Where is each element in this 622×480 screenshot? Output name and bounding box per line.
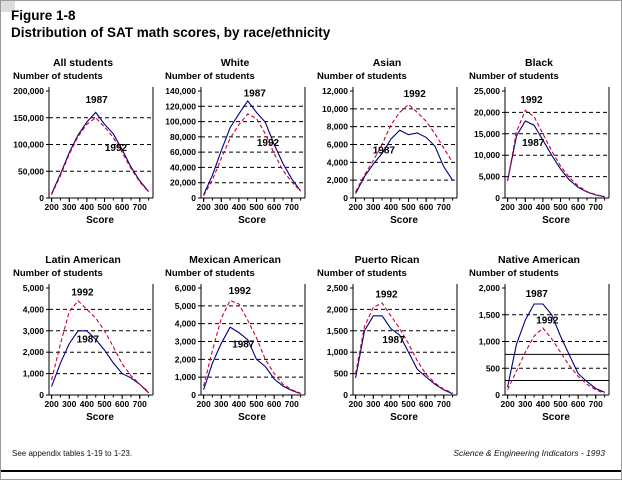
y-axis-title: Number of students (317, 268, 407, 279)
plot-area (7, 280, 159, 410)
series-label-1992: 1992 (536, 315, 559, 327)
svg-text:400: 400 (79, 399, 94, 409)
series-label-1992: 1992 (375, 289, 398, 301)
svg-text:200: 200 (44, 202, 59, 212)
series-line-1987 (52, 112, 149, 193)
svg-text:300: 300 (62, 399, 77, 409)
svg-text:20,000: 20,000 (474, 107, 500, 118)
x-axis-title: Score (238, 215, 266, 226)
x-axis-title: Score (390, 412, 418, 423)
x-axis-title: Score (86, 412, 114, 423)
svg-text:700: 700 (436, 399, 451, 409)
svg-text:300: 300 (214, 399, 229, 409)
series-label-1992: 1992 (520, 94, 543, 106)
svg-text:300: 300 (518, 399, 533, 409)
svg-text:600: 600 (571, 399, 586, 409)
chart-cell-asian (311, 57, 463, 228)
svg-text:400: 400 (383, 399, 398, 409)
svg-text:700: 700 (588, 202, 603, 212)
svg-text:700: 700 (284, 399, 299, 409)
svg-text:200: 200 (44, 399, 59, 409)
svg-text:140,000: 140,000 (165, 86, 196, 96)
chart-cell-native-american (463, 254, 615, 425)
svg-text:500: 500 (249, 399, 264, 409)
x-axis-title: Score (542, 215, 570, 226)
svg-text:5,000: 5,000 (22, 283, 44, 293)
svg-text:700: 700 (436, 202, 451, 212)
svg-text:10,000: 10,000 (474, 150, 500, 161)
x-axis-title: Score (542, 412, 570, 423)
svg-text:200: 200 (500, 399, 515, 409)
svg-text:40,000: 40,000 (170, 162, 196, 173)
svg-text:300: 300 (518, 202, 533, 212)
svg-text:120,000: 120,000 (165, 101, 196, 112)
svg-text:600: 600 (115, 202, 130, 212)
svg-text:2,000: 2,000 (22, 347, 44, 358)
series-line-1987 (356, 316, 453, 394)
bottom-rule (1, 470, 622, 472)
plot-area (463, 83, 615, 213)
svg-text:100,000: 100,000 (13, 139, 44, 150)
source-credit: Science & Engineering Indicators - 1993 (453, 448, 605, 458)
svg-text:25,000: 25,000 (474, 86, 500, 96)
svg-text:150,000: 150,000 (13, 112, 44, 123)
series-label-1987: 1987 (382, 334, 405, 346)
svg-text:8,000: 8,000 (326, 121, 348, 132)
chart-title: Black (524, 57, 554, 69)
svg-text:400: 400 (231, 202, 246, 212)
figure-header (11, 7, 330, 41)
svg-text:50,000: 50,000 (18, 166, 44, 177)
series-line-1992 (52, 301, 149, 392)
svg-text:6,000: 6,000 (326, 139, 348, 150)
series-label-1992: 1992 (104, 142, 128, 154)
chart-title: All students (52, 57, 114, 69)
y-axis-title: Number of students (165, 71, 255, 82)
svg-text:600: 600 (267, 202, 282, 212)
series-line-1987 (204, 327, 301, 393)
svg-text:3,000: 3,000 (22, 325, 44, 336)
svg-text:600: 600 (571, 202, 586, 212)
plot-area (7, 83, 159, 213)
series-label-1987: 1987 (76, 334, 99, 346)
series-line-1992 (52, 118, 149, 195)
svg-text:80,000: 80,000 (170, 131, 196, 142)
plot-area (311, 280, 463, 410)
series-label-1992: 1992 (403, 89, 426, 101)
svg-text:400: 400 (535, 202, 550, 212)
svg-text:0: 0 (495, 193, 500, 203)
svg-text:2,000: 2,000 (326, 175, 348, 186)
svg-text:200: 200 (348, 399, 363, 409)
x-axis-title: Score (390, 215, 418, 226)
svg-text:2,000: 2,000 (326, 304, 348, 315)
chart-cell-white (159, 57, 311, 228)
chart-cell-latin-american (7, 254, 159, 425)
svg-text:500: 500 (485, 363, 500, 374)
chart-title: Latin American (45, 254, 121, 266)
svg-text:0: 0 (343, 193, 348, 203)
svg-text:4,000: 4,000 (22, 304, 44, 315)
y-axis-title: Number of students (469, 71, 559, 82)
svg-text:1,000: 1,000 (478, 336, 500, 347)
svg-text:0: 0 (191, 390, 196, 400)
x-axis-title: Score (86, 215, 114, 226)
plot-area (159, 280, 311, 410)
svg-text:500: 500 (249, 202, 264, 212)
svg-text:2,000: 2,000 (174, 354, 196, 365)
svg-text:600: 600 (419, 399, 434, 409)
series-label-1992: 1992 (71, 287, 94, 299)
figure-title: Distribution of SAT math scores, by race/ethnicity (11, 25, 331, 40)
series-label-1987: 1987 (372, 145, 395, 157)
svg-text:700: 700 (588, 399, 603, 409)
svg-text:400: 400 (79, 202, 94, 212)
svg-text:10,000: 10,000 (322, 103, 348, 114)
series-label-1992: 1992 (256, 138, 280, 150)
svg-text:400: 400 (535, 399, 550, 409)
chart-title: White (220, 57, 250, 69)
plot-area (463, 280, 615, 410)
svg-text:6,000: 6,000 (174, 283, 196, 293)
svg-text:500: 500 (333, 368, 348, 379)
svg-text:500: 500 (553, 202, 568, 212)
svg-text:200: 200 (196, 202, 211, 212)
svg-text:300: 300 (366, 202, 381, 212)
series-label-1987: 1987 (232, 339, 255, 351)
svg-text:200: 200 (500, 202, 515, 212)
series-label-1987: 1987 (243, 88, 266, 100)
svg-text:5,000: 5,000 (478, 171, 500, 182)
series-label-1987: 1987 (525, 289, 548, 301)
svg-text:200,000: 200,000 (13, 86, 44, 96)
svg-text:0: 0 (39, 193, 44, 203)
chart-cell-puerto-rican (311, 254, 463, 425)
y-axis-title: Number of students (13, 268, 103, 279)
series-line-1992 (508, 110, 605, 196)
svg-text:2,000: 2,000 (478, 283, 500, 293)
figure-label: Figure 1-8 (11, 8, 76, 23)
svg-text:0: 0 (495, 390, 500, 400)
svg-text:600: 600 (267, 399, 282, 409)
svg-text:3,000: 3,000 (174, 336, 196, 347)
series-line-1992 (356, 104, 453, 191)
svg-text:700: 700 (284, 202, 299, 212)
svg-text:500: 500 (401, 399, 416, 409)
svg-text:12,000: 12,000 (322, 86, 348, 96)
y-axis-title: Number of students (469, 268, 559, 279)
svg-text:300: 300 (62, 202, 77, 212)
series-line-1992 (356, 303, 453, 393)
x-axis-title: Score (238, 412, 266, 423)
svg-text:60,000: 60,000 (170, 147, 196, 158)
footer-note: See appendix tables 1-19 to 1-23. (12, 449, 133, 458)
chart-cell-all-students (7, 57, 159, 228)
svg-text:4,000: 4,000 (174, 318, 196, 329)
svg-text:500: 500 (97, 399, 112, 409)
svg-text:0: 0 (39, 390, 44, 400)
chart-title: Native American (498, 254, 580, 266)
svg-text:20,000: 20,000 (170, 177, 196, 188)
svg-text:500: 500 (553, 399, 568, 409)
svg-text:700: 700 (132, 202, 147, 212)
y-axis-title: Number of students (317, 71, 407, 82)
series-line-1992 (204, 114, 301, 196)
svg-text:1,000: 1,000 (174, 372, 196, 383)
svg-text:600: 600 (115, 399, 130, 409)
svg-text:1,500: 1,500 (478, 309, 500, 320)
svg-text:300: 300 (366, 399, 381, 409)
svg-text:0: 0 (343, 390, 348, 400)
series-line-1987 (52, 331, 149, 393)
series-label-1987: 1987 (85, 94, 108, 106)
series-line-1987 (204, 101, 301, 195)
chart-title: Mexican American (189, 254, 281, 266)
svg-text:300: 300 (214, 202, 229, 212)
chart-title: Puerto Rican (354, 254, 420, 266)
svg-text:1,000: 1,000 (22, 368, 44, 379)
svg-text:2,500: 2,500 (326, 283, 348, 293)
svg-text:400: 400 (383, 202, 398, 212)
plot-area (311, 83, 463, 213)
chart-title: Asian (372, 57, 402, 69)
svg-text:500: 500 (401, 202, 416, 212)
series-label-1987: 1987 (522, 137, 545, 149)
svg-text:200: 200 (196, 399, 211, 409)
svg-text:1,000: 1,000 (326, 347, 348, 358)
chart-cell-black (463, 57, 615, 228)
y-axis-title: Number of students (13, 71, 103, 82)
series-label-1992: 1992 (228, 286, 251, 298)
svg-text:200: 200 (348, 202, 363, 212)
y-axis-title: Number of students (165, 268, 255, 279)
chart-cell-mexican-american (159, 254, 311, 425)
svg-text:600: 600 (419, 202, 434, 212)
svg-text:1,500: 1,500 (326, 325, 348, 336)
plot-area (159, 83, 311, 213)
svg-text:15,000: 15,000 (474, 128, 500, 139)
svg-text:5,000: 5,000 (174, 300, 196, 311)
svg-text:100,000: 100,000 (165, 116, 196, 127)
svg-text:500: 500 (97, 202, 112, 212)
svg-text:400: 400 (231, 399, 246, 409)
svg-text:4,000: 4,000 (326, 157, 348, 168)
svg-text:700: 700 (132, 399, 147, 409)
chart-grid (7, 57, 615, 425)
svg-text:0: 0 (191, 193, 196, 203)
